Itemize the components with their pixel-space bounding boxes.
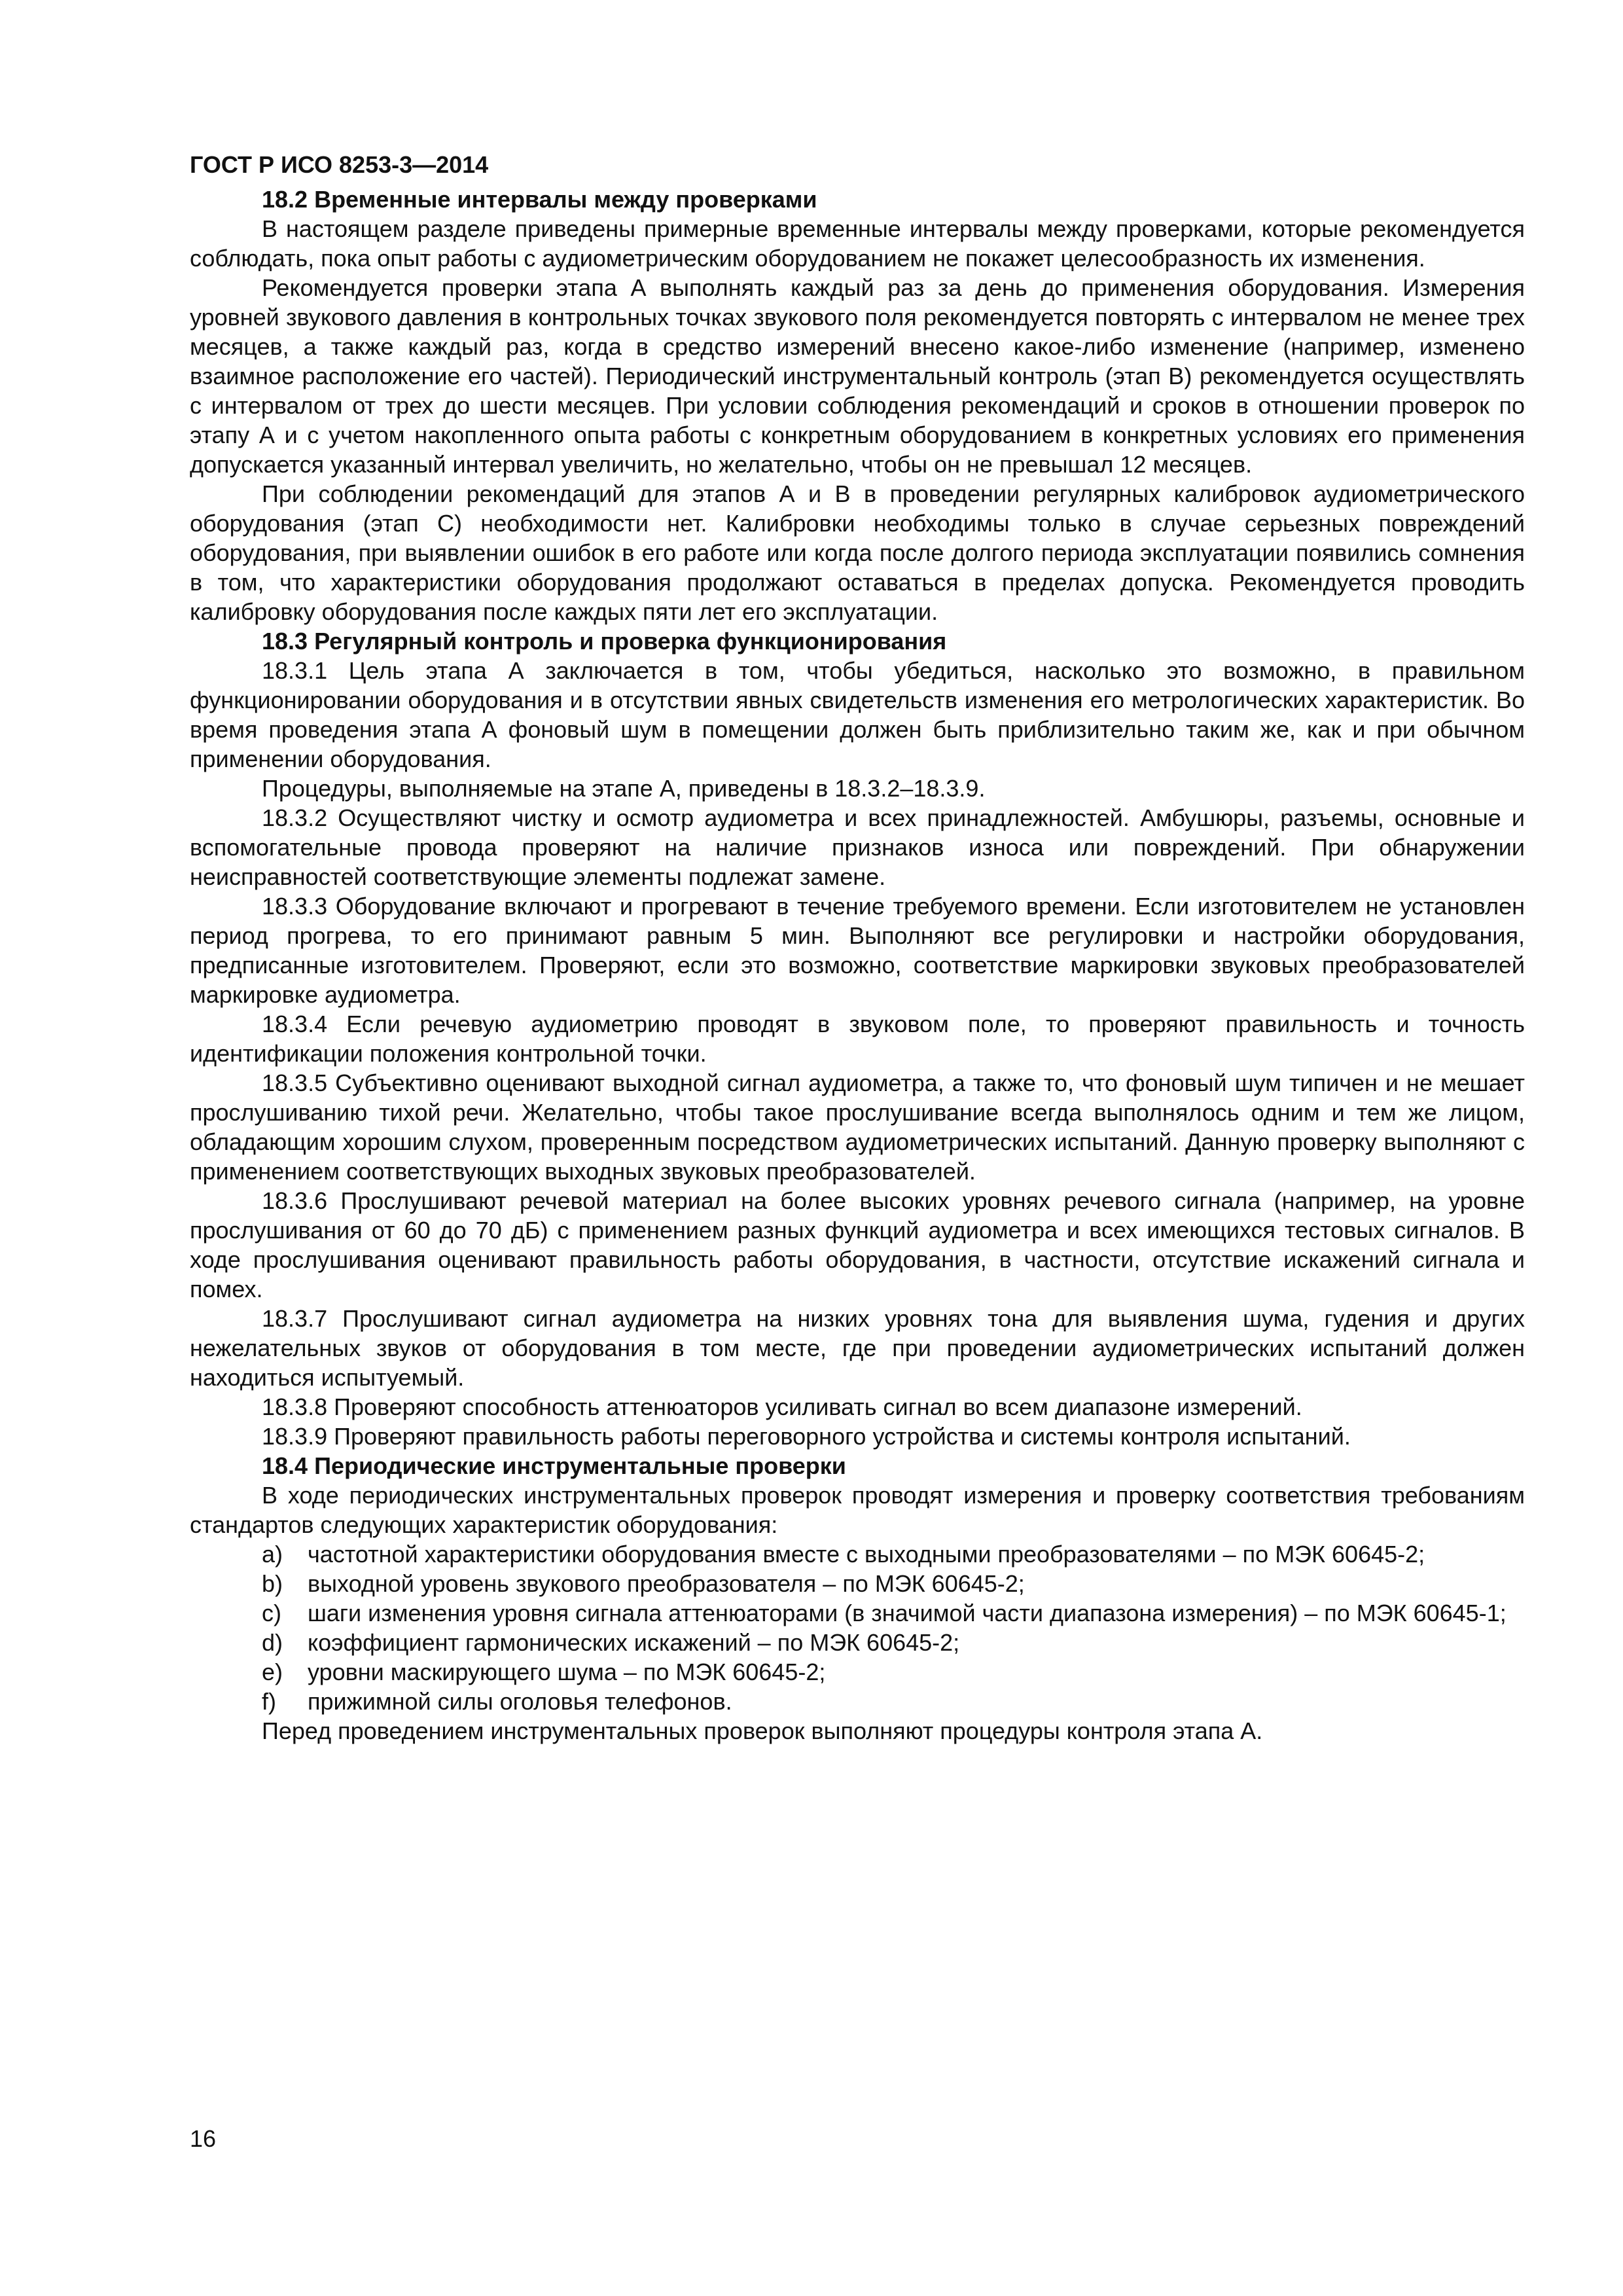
list-item-text: частотной характеристики оборудования вместе с выходными преобразователями – по МЭК 60645-2; — [308, 1541, 1425, 1568]
list-marker: a) — [262, 1541, 283, 1568]
paragraph: 18.3.4 Если речевую аудиометрию проводят в звуковом поле, то проверяют правильность и точность идентификации положения контрольной точки. — [190, 1011, 1525, 1067]
paragraph: Перед проведением инструментальных проверок выполняют процедуры контроля этапа А. — [262, 1717, 1263, 1744]
paragraph: Рекомендуется проверки этапа А выполнять каждый раз за день до применения оборудования. Измерения уровней звукового давления в контрольных точках звукового поля рекомендуется повторять с интервалом не менее трех месяцев, а также каждый раз, когда в средство измерений внесено какое-либо изменение (например, изменено взаимное расположение его частей). Периодический инструментальный контроль (этап В) рекомендуется осуществлять с интервалом от трех до шести месяцев. При условии соблюдения рекомендаций и сроков в отношении проверок по этапу А и с учетом накопленного опыта работы с конкретным оборудованием в конкретных условиях его применения допускается указанный интервал увеличить, но желательно, чтобы он не превышал 12 месяцев. — [190, 274, 1525, 478]
list-item — [190, 1569, 1525, 1598]
paragraph: 18.3.7 Прослушивают сигнал аудиометра на низких уровнях тона для выявления шума, гудения и других нежелательных звуков от оборудования в том месте, где при проведении аудиометрических испытаний должен находиться испытуемый. — [190, 1305, 1525, 1391]
list-item — [190, 1598, 1525, 1628]
list-item-text: коэффициент гармонических искажений – по МЭК 60645-2; — [308, 1629, 960, 1656]
list-marker: d) — [262, 1629, 283, 1656]
list-marker: f) — [262, 1688, 276, 1715]
section-18-4 — [190, 1451, 1525, 1746]
document-content — [190, 185, 1525, 1746]
paragraph: Процедуры, выполняемые на этапе А, приведены в 18.3.2–18.3.9. — [262, 775, 986, 802]
list-item — [190, 1628, 1525, 1657]
paragraph: 18.3.3 Оборудование включают и прогревают в течение требуемого времени. Если изготовителем не установлен период прогрева, то его принимают равным 5 мин. Выполняют все регулировки и настройки оборудования, предписанные изготовителем. Проверяют, если это возможно, соответствие маркировки звуковых преобразователей маркировке аудиометра. — [190, 893, 1525, 1008]
paragraph: В настоящем разделе приведены примерные временные интервалы между проверками, которые рекомендуется соблюдать, пока опыт работы с аудиометрическим оборудованием не покажет целесообразность их изменения. — [190, 215, 1525, 272]
section-18-3 — [190, 626, 1525, 1451]
list-marker: c) — [262, 1600, 281, 1626]
paragraph: При соблюдении рекомендаций для этапов А и В в проведении регулярных калибровок аудиометрического оборудования (этап С) необходимости нет. Калибровки необходимы только в случае серьезных повреждений оборудования, при выявлении ошибок в его работе или когда после долгого периода эксплуатации появились сомнения в том, что характеристики оборудования продолжают оставаться в пределах допуска. Рекомендуется проводить калибровку оборудования после каждых пяти лет его эксплуатации. — [190, 480, 1525, 625]
section-title: 18.2 Временные интервалы между проверками — [262, 186, 817, 213]
paragraph: 18.3.5 Субъективно оценивают выходной сигнал аудиометра, а также то, что фоновый шум типичен и не мешает прослушиванию тихой речи. Желательно, чтобы такое прослушивание всегда выполнялось одним и тем же лицом, обладающим хорошим слухом, проверенным посредством аудиометрических испытаний. Данную проверку выполняют с применением соответствующих выходных звуковых преобразователей. — [190, 1069, 1525, 1185]
document-page — [190, 149, 1525, 1746]
paragraph: 18.3.9 Проверяют правильность работы переговорного устройства и системы контроля испытаний. — [262, 1423, 1351, 1450]
list-item — [190, 1539, 1525, 1569]
section-title: 18.4 Периодические инструментальные проверки — [262, 1452, 846, 1479]
list-marker: b) — [262, 1570, 283, 1597]
list-marker: e) — [262, 1659, 283, 1685]
paragraph: 18.3.1 Цель этапа А заключается в том, чтобы убедиться, насколько это возможно, в правильном функционировании оборудования и в отсутствии явных свидетельств изменения его метрологических характеристик. Во время проведения этапа А фоновый шум в помещении должен быть приблизительно таким же, как и при обычном применении оборудования. — [190, 657, 1525, 772]
section-18-2 — [190, 185, 1525, 626]
list-item — [190, 1687, 1525, 1716]
paragraph: 18.3.6 Прослушивают речевой материал на более высоких уровнях речевого сигнала (например, на уровне прослушивания от 60 до 70 дБ) с применением разных функций аудиометра и всех имеющихся тестовых сигналов. В ходе прослушивания оценивают правильность работы оборудования, в частности, отсутствие искажений сигнала и помех. — [190, 1187, 1525, 1302]
document-header: ГОСТ Р ИСО 8253-3—2014 — [190, 151, 489, 178]
paragraph: В ходе периодических инструментальных проверок проводят измерения и проверку соответствия требованиям стандартов следующих характеристик оборудования: — [190, 1482, 1525, 1538]
list-item-text: шаги изменения уровня сигнала аттенюаторами (в значимой части диапазона измерения) – по МЭК 60645-1; — [308, 1600, 1507, 1626]
paragraph: 18.3.8 Проверяют способность аттенюаторов усиливать сигнал во всем диапазоне измерений. — [262, 1393, 1302, 1420]
list-item-text: выходной уровень звукового преобразователя – по МЭК 60645-2; — [308, 1570, 1025, 1597]
list-item — [190, 1657, 1525, 1687]
section-title: 18.3 Регулярный контроль и проверка функционирования — [262, 628, 947, 655]
paragraph: 18.3.2 Осуществляют чистку и осмотр аудиометра и всех принадлежностей. Амбушюры, разъемы, основные и вспомогательные провода проверяют на наличие признаков износа или повреждений. При обнаружении неисправностей соответствующие элементы подлежат замене. — [190, 804, 1525, 890]
list-item-text: прижимной силы оголовья телефонов. — [308, 1688, 732, 1715]
page-number: 16 — [190, 2125, 217, 2152]
list-item-text: уровни маскирующего шума – по МЭК 60645-2; — [308, 1659, 826, 1685]
characteristics-list — [190, 1539, 1525, 1716]
